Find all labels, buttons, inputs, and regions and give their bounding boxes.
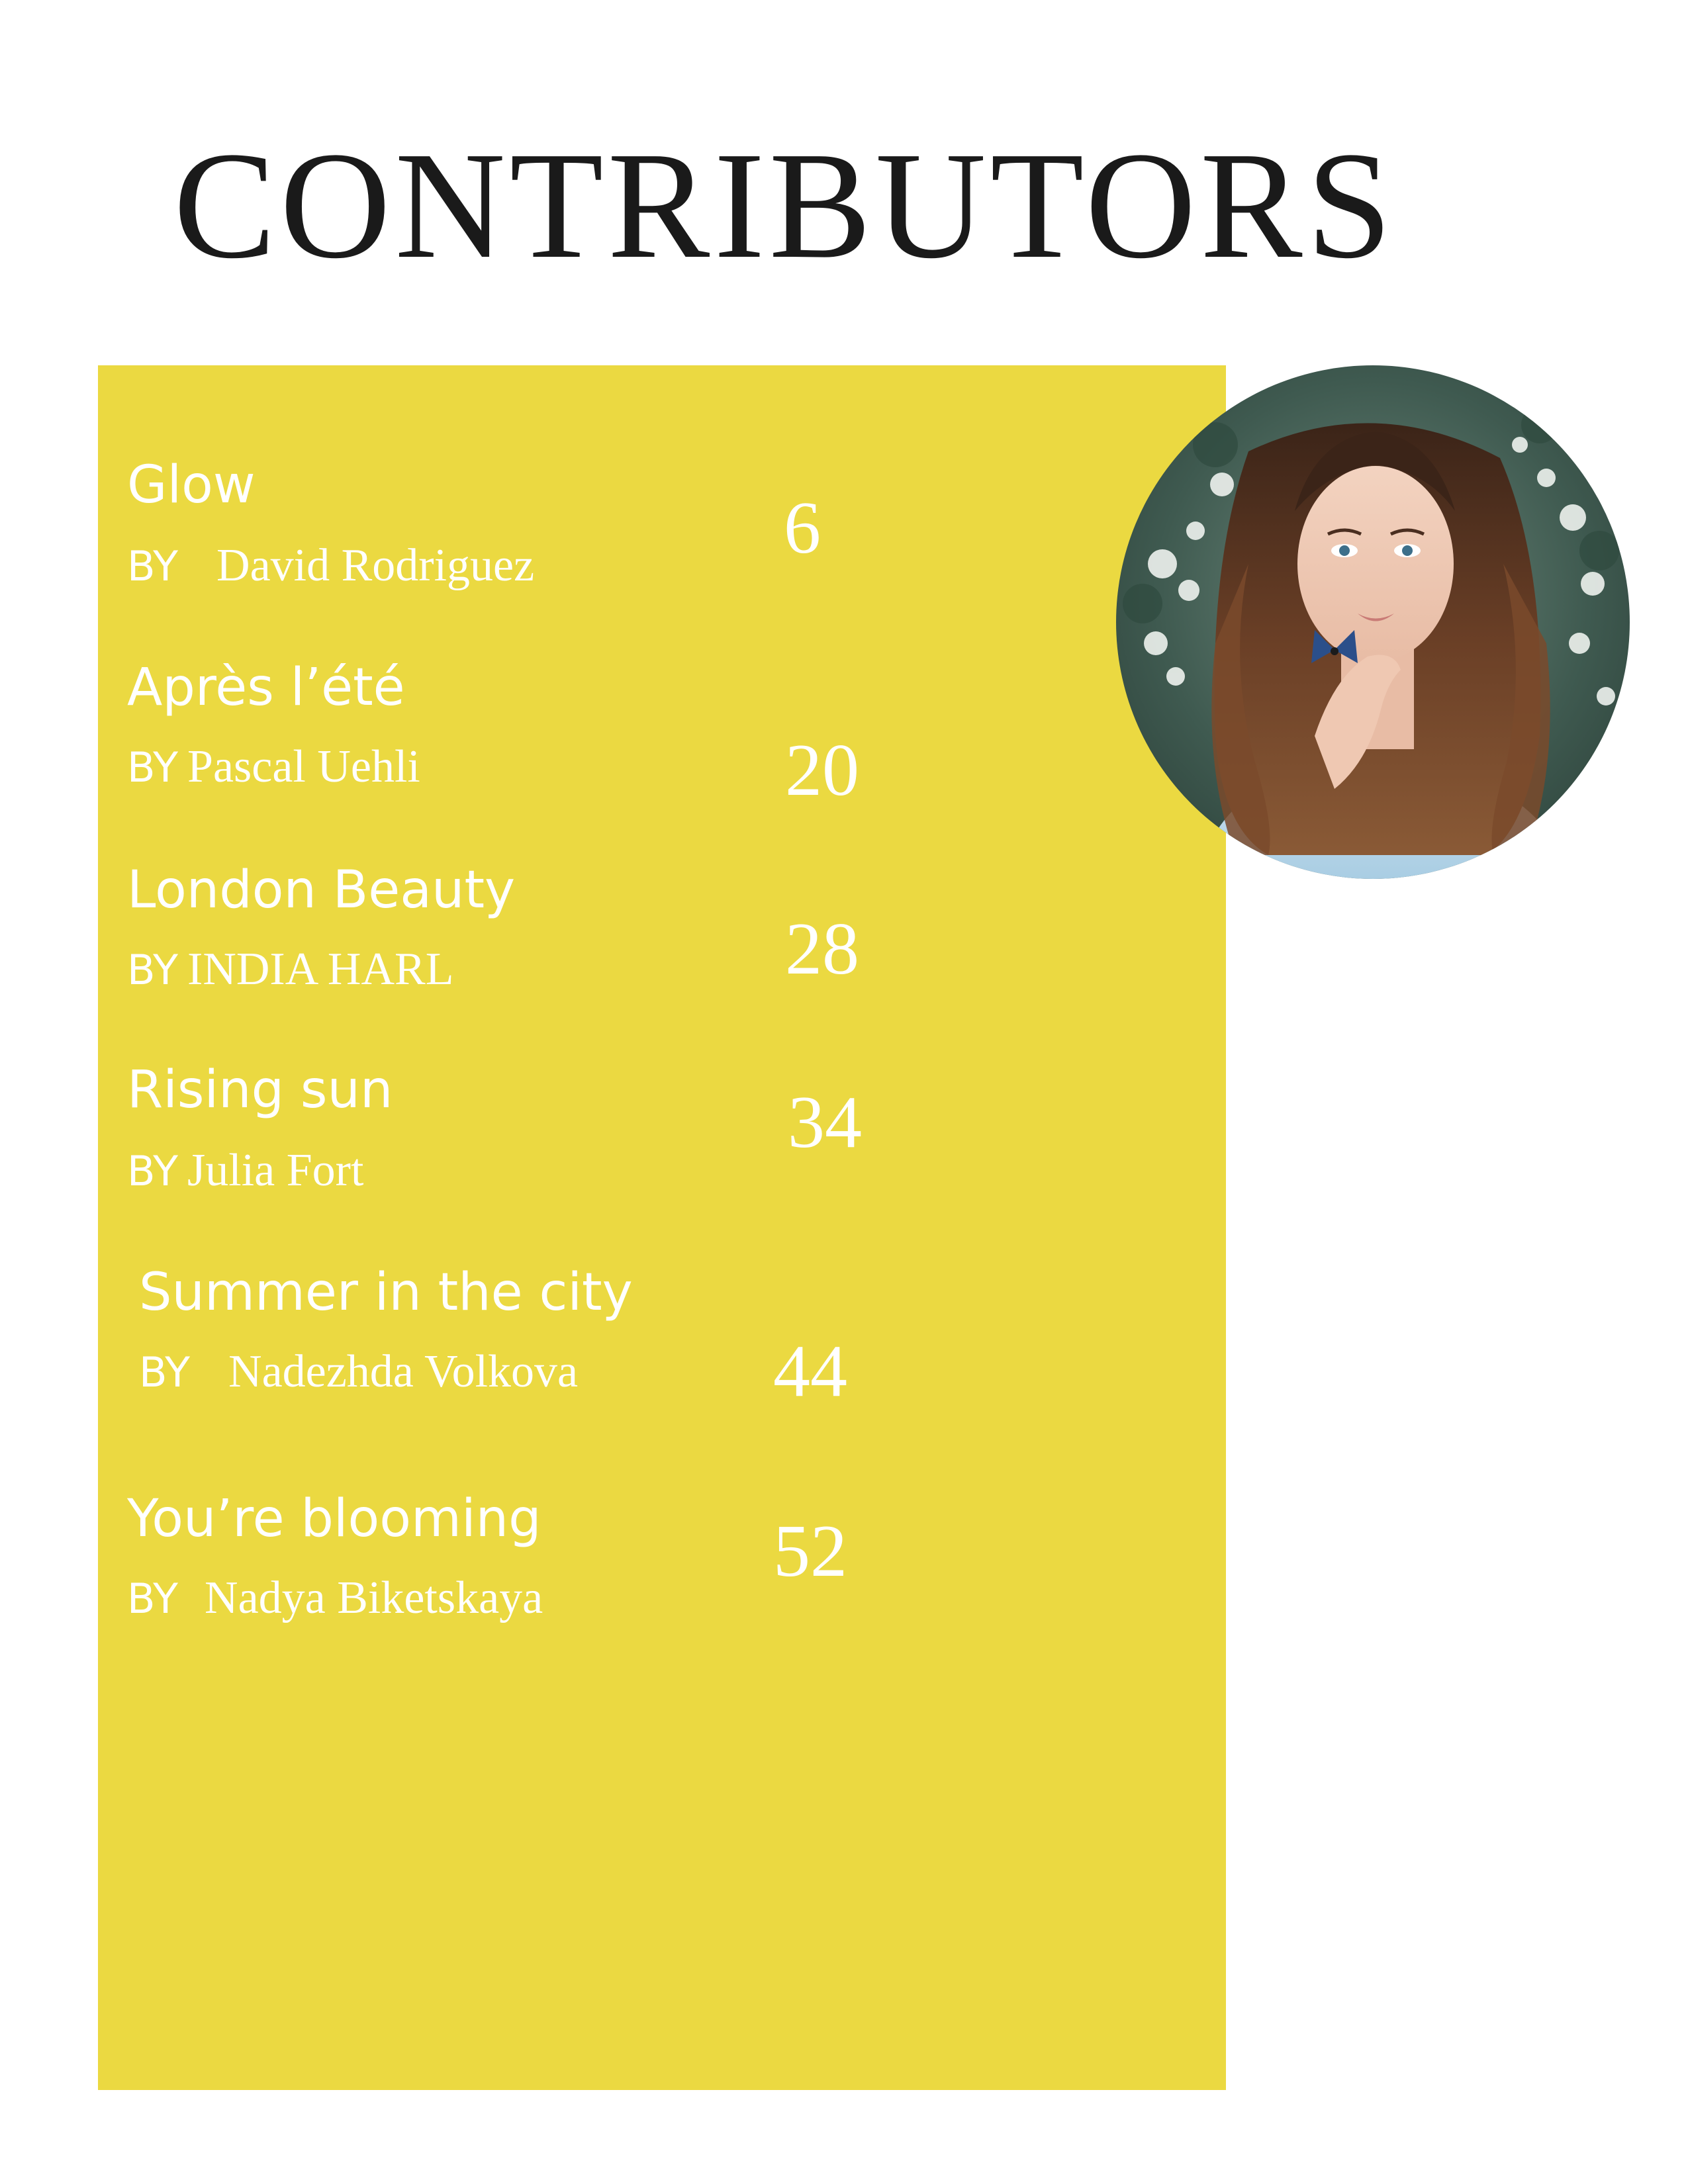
author-name: David Rodriguez — [216, 540, 535, 591]
article-title: Summer in the city — [139, 1263, 633, 1322]
contents-panel — [98, 365, 1226, 2090]
by-label: BY — [127, 1574, 179, 1623]
byline — [127, 1572, 543, 1623]
byline — [127, 1145, 364, 1196]
page-number: 52 — [773, 1510, 847, 1592]
author-name: Julia Fort — [187, 1145, 364, 1196]
page-number: 20 — [785, 729, 859, 811]
by-label: BY — [127, 946, 179, 994]
article-title: Après l’été — [127, 658, 405, 717]
contributor-portrait-photo — [1116, 365, 1630, 879]
by-label: BY — [139, 1348, 191, 1396]
by-label: BY — [127, 743, 179, 792]
author-name: Nadya Biketskaya — [205, 1572, 543, 1623]
woman-portrait-icon — [1116, 365, 1630, 879]
article-title: Rising sun — [127, 1060, 393, 1120]
author-name: INDIA HARL — [187, 944, 454, 995]
by-label: BY — [127, 1147, 179, 1195]
article-title: London Beauty — [127, 860, 516, 920]
byline — [127, 540, 535, 591]
page-number: 6 — [784, 487, 821, 569]
article-title: You’re blooming — [127, 1489, 541, 1549]
byline — [127, 946, 453, 993]
by-label: BY — [127, 542, 179, 590]
page-number: 34 — [788, 1081, 862, 1163]
page-number: 44 — [773, 1330, 847, 1412]
page-title: CONTRIBUTORS — [173, 120, 1396, 291]
byline — [127, 741, 420, 792]
author-name: Pascal Uehli — [187, 741, 420, 792]
article-title: Glow — [127, 455, 256, 515]
byline — [139, 1346, 579, 1397]
page-number: 28 — [785, 908, 859, 990]
author-name: Nadezhda Volkova — [228, 1346, 579, 1397]
